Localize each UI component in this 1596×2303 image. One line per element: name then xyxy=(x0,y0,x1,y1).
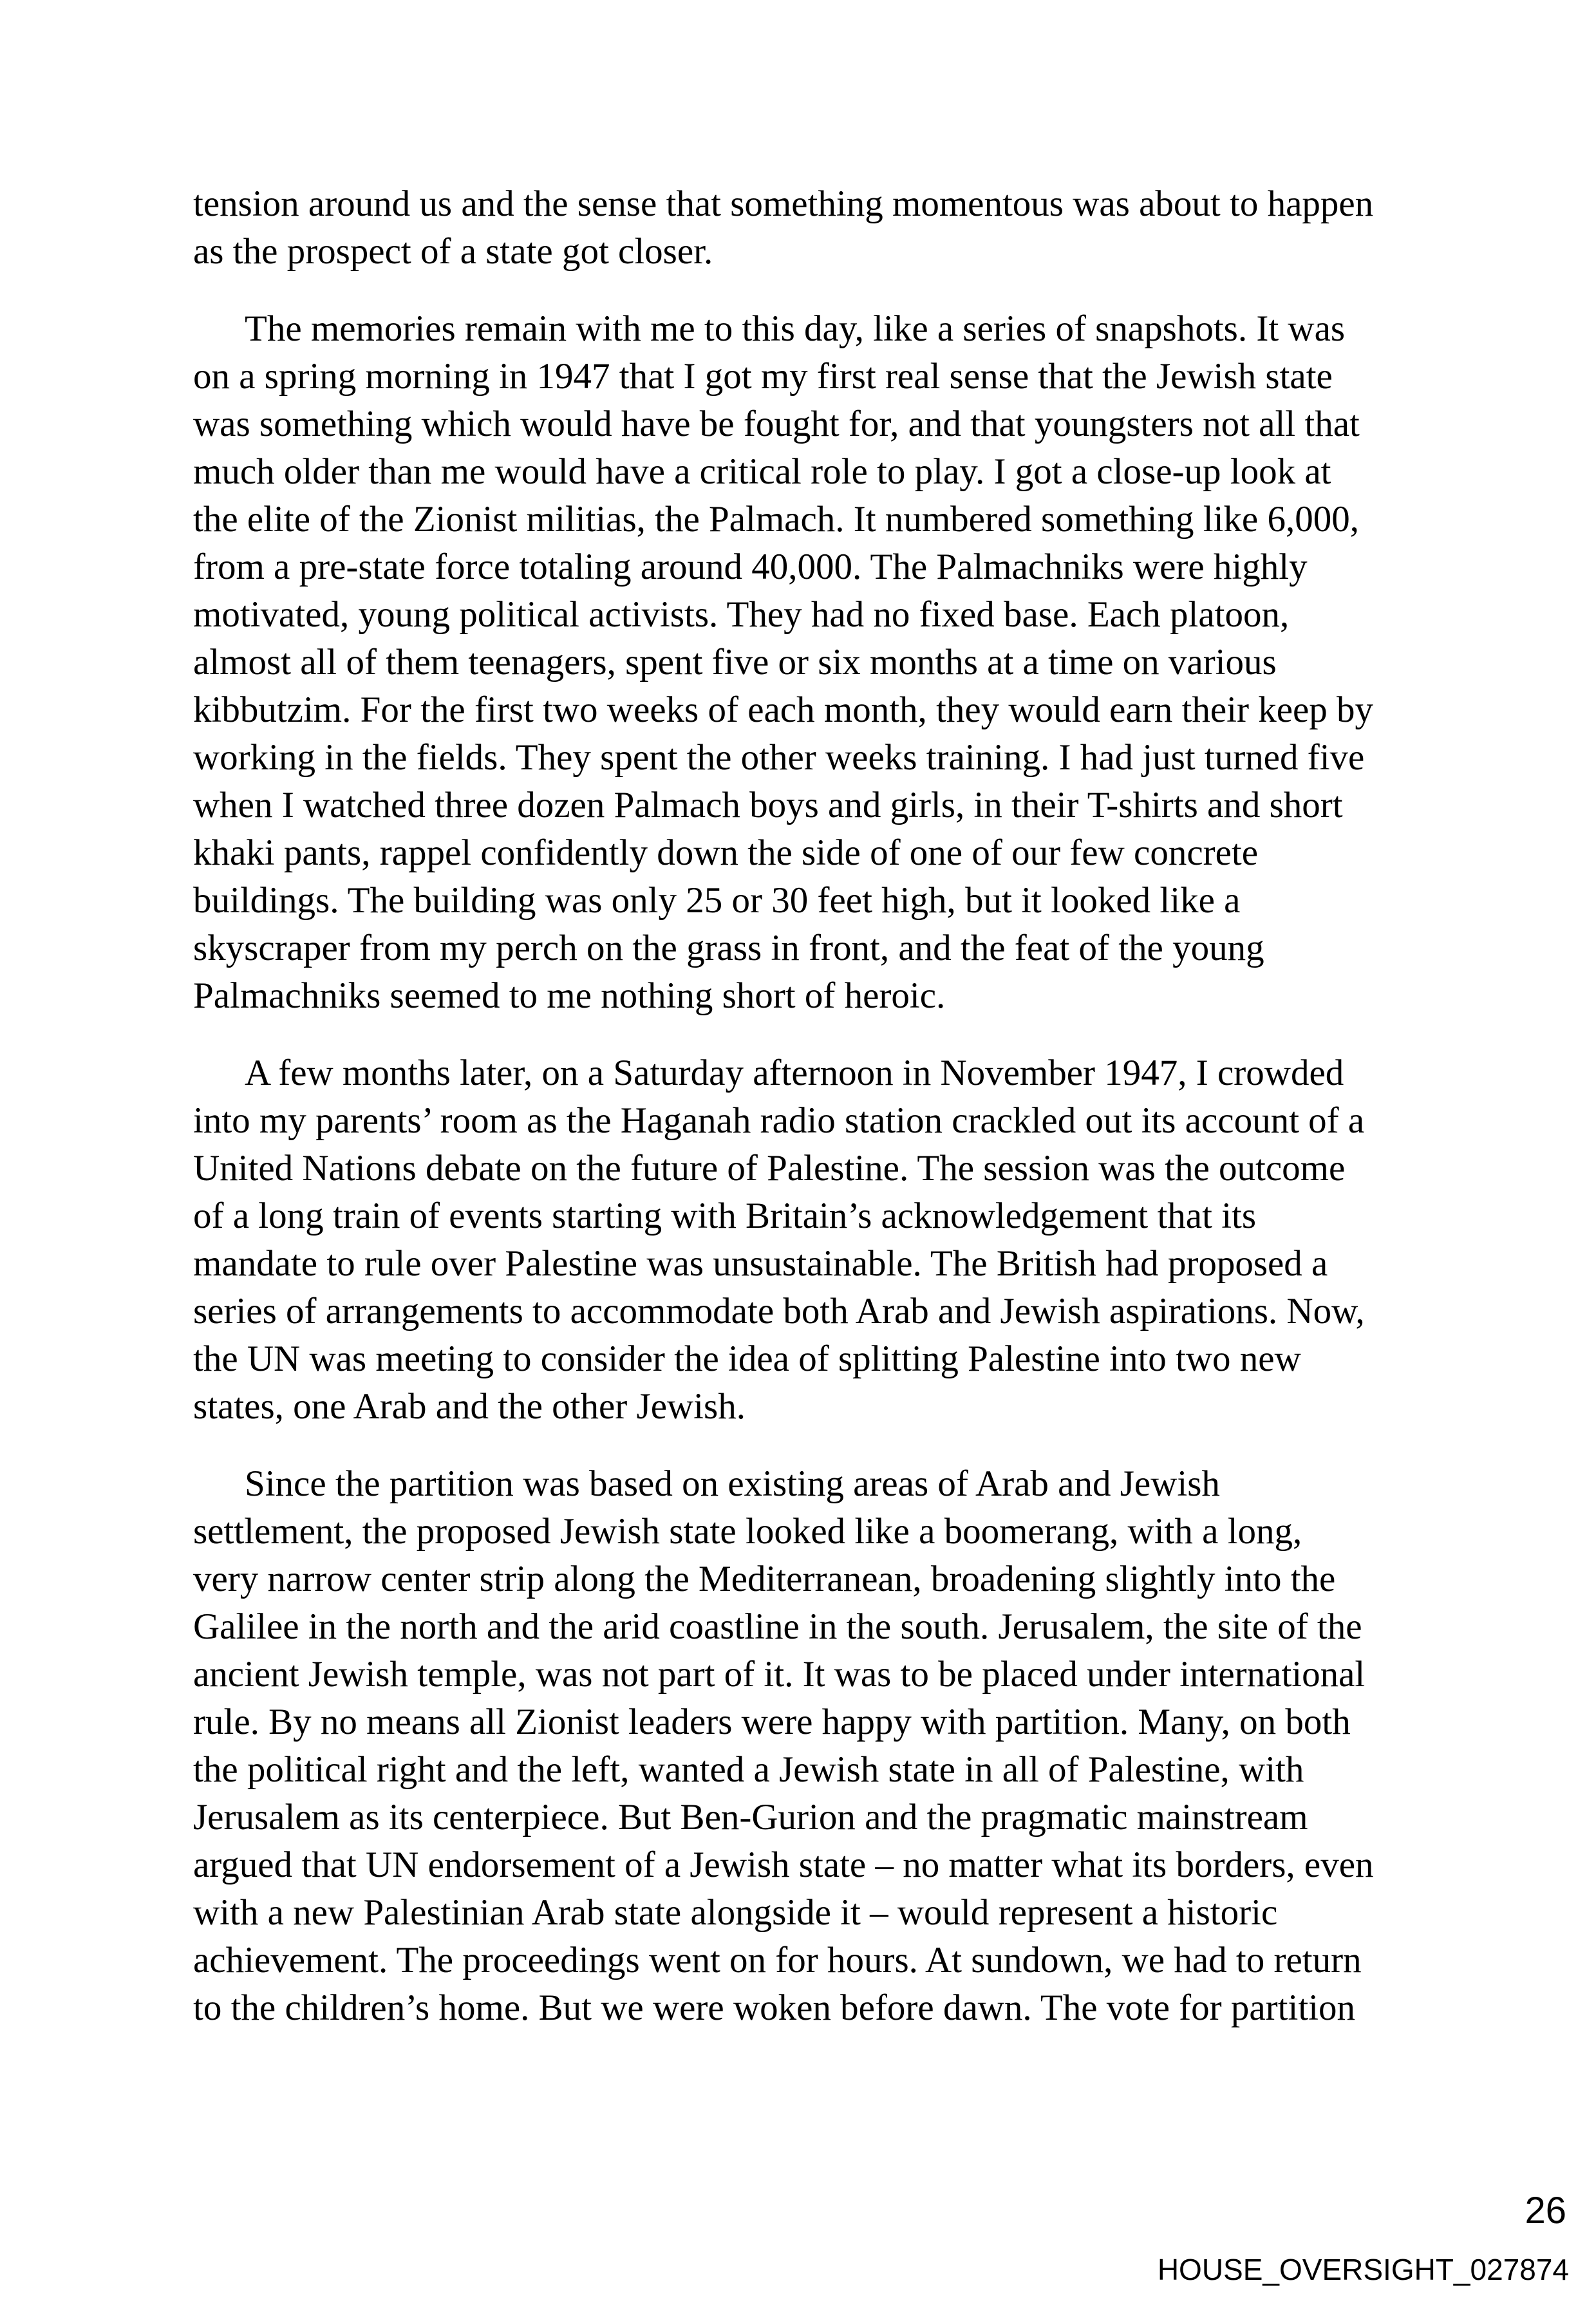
text-line: Jerusalem as its centerpiece. But Ben-Gurion and the pragmatic mainstream xyxy=(193,1797,1308,1838)
text-line: when I watched three dozen Palmach boys and girls, in their T-shirts and short xyxy=(193,785,1343,825)
text-line: much older than me would have a critical role to play. I got a close-up look at xyxy=(193,451,1331,492)
text-line: Since the partition was based on existing areas of Arab and Jewish xyxy=(245,1463,1220,1504)
text-line: The memories remain with me to this day, like a series of snapshots. It was xyxy=(245,308,1346,349)
text-line: series of arrangements to accommodate both Arab and Jewish aspirations. Now, xyxy=(193,1291,1365,1331)
text-line: almost all of them teenagers, spent five or six months at a time on various xyxy=(193,642,1277,682)
paragraph xyxy=(193,180,1416,276)
text-line: Galilee in the north and the arid coastline in the south. Jerusalem, the site of the xyxy=(193,1606,1362,1647)
text-line: the political right and the left, wanted a Jewish state in all of Palestine, with xyxy=(193,1749,1304,1790)
paragraph xyxy=(193,1460,1416,2032)
text-line: mandate to rule over Palestine was unsustainable. The British had proposed a xyxy=(193,1243,1328,1284)
text-line: into my parents’ room as the Haganah radio station crackled out its account of a xyxy=(193,1100,1365,1141)
text-line: Palmachniks seemed to me nothing short of heroic. xyxy=(193,975,946,1016)
text-line: very narrow center strip along the Mediterranean, broadening slightly into the xyxy=(193,1559,1336,1599)
text-line: as the prospect of a state got closer. xyxy=(193,231,713,272)
text-line: United Nations debate on the future of Palestine. The session was the outcome xyxy=(193,1148,1346,1189)
text-line: with a new Palestinian Arab state alongside it – would represent a historic xyxy=(193,1892,1278,1933)
text-line: the elite of the Zionist militias, the Palmach. It numbered something like 6,000, xyxy=(193,499,1359,540)
text-line: buildings. The building was only 25 or 30 feet high, but it looked like a xyxy=(193,880,1241,921)
page-number: 26 xyxy=(1525,2190,1566,2232)
text-line: ancient Jewish temple, was not part of it. It was to be placed under international xyxy=(193,1654,1366,1695)
text-line: to the children’s home. But we were woken before dawn. The vote for partition xyxy=(193,1988,1355,2028)
text-line: achievement. The proceedings went on for hours. At sundown, we had to return xyxy=(193,1940,1362,1980)
text-line: from a pre-state force totaling around 40,000. The Palmachniks were highly xyxy=(193,547,1308,587)
text-line: on a spring morning in 1947 that I got my first real sense that the Jewish state xyxy=(193,356,1333,397)
paragraph xyxy=(193,1049,1416,1431)
text-line: settlement, the proposed Jewish state looked like a boomerang, with a long, xyxy=(193,1511,1302,1552)
text-line: the UN was meeting to consider the idea of splitting Palestine into two new xyxy=(193,1339,1301,1379)
text-line: khaki pants, rappel confidently down the side of one of our few concrete xyxy=(193,832,1259,873)
text-line: argued that UN endorsement of a Jewish state – no matter what its borders, even xyxy=(193,1845,1374,1885)
text-line: was something which would have be fought for, and that youngsters not all that xyxy=(193,404,1360,444)
text-line: A few months later, on a Saturday afternoon in November 1947, I crowded xyxy=(245,1053,1344,1093)
text-line: states, one Arab and the other Jewish. xyxy=(193,1386,746,1427)
text-line: of a long train of events starting with Britain’s acknowledgement that its xyxy=(193,1196,1257,1236)
bates-stamp: HOUSE_OVERSIGHT_027874 xyxy=(1157,2253,1569,2286)
text-line: rule. By no means all Zionist leaders were happy with partition. Many, on both xyxy=(193,1702,1351,1742)
text-line: working in the fields. They spent the other weeks training. I had just turned five xyxy=(193,737,1365,778)
text-line: tension around us and the sense that something momentous was about to happen xyxy=(193,183,1374,224)
text-line: skyscraper from my perch on the grass in front, and the feat of the young xyxy=(193,928,1264,968)
paragraph xyxy=(193,305,1416,1020)
text-line: kibbutzim. For the first two weeks of each month, they would earn their keep by xyxy=(193,690,1374,730)
page-body-text xyxy=(193,180,1416,2032)
text-line: motivated, young political activists. They had no fixed base. Each platoon, xyxy=(193,594,1290,635)
